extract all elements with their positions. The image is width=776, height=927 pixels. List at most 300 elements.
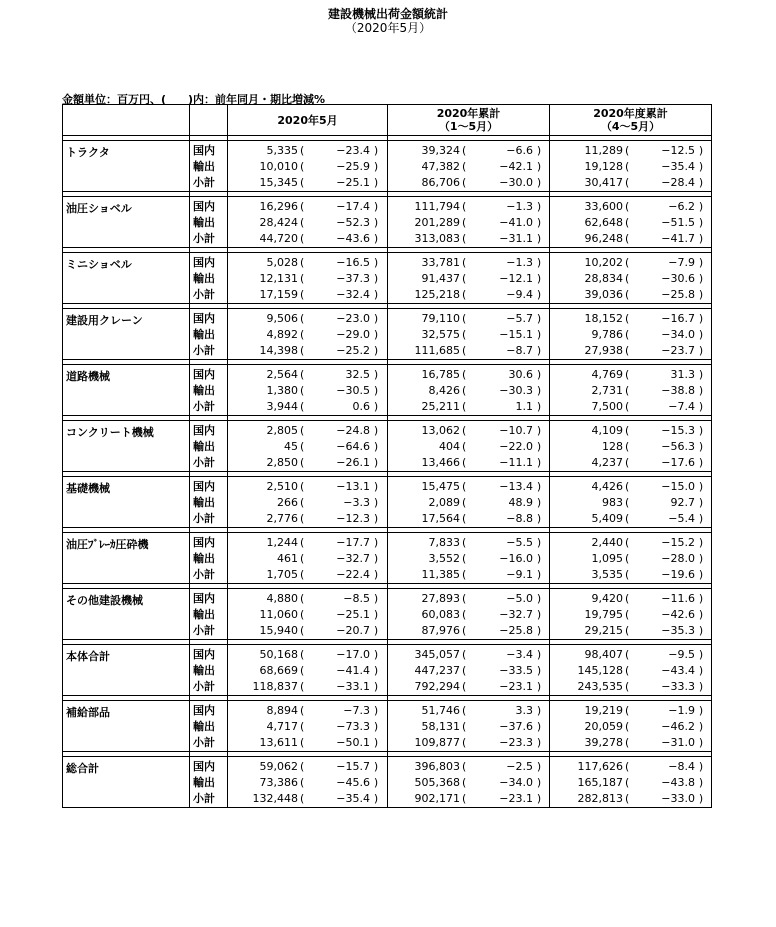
paren-open: ( [462, 232, 467, 245]
paren-close: ) [536, 648, 542, 661]
paren-close: ) [698, 144, 704, 157]
amount: 9,786 [591, 328, 623, 341]
value-line [550, 647, 711, 663]
paren-close: ) [536, 760, 542, 773]
value-cell [388, 141, 550, 192]
change-percent: −22.4 [336, 568, 370, 581]
paren-close: ) [373, 760, 379, 773]
change-percent: −33.5 [499, 664, 533, 677]
amount: 2,440 [591, 536, 623, 549]
value-line [388, 703, 549, 719]
paren-open: ( [462, 400, 467, 413]
sub-label: 輸出 [193, 272, 215, 285]
paren-close: ) [536, 704, 542, 717]
paren-close: ) [373, 344, 379, 357]
change-percent: −25.1 [336, 176, 370, 189]
change-percent: −8.4 [668, 760, 695, 773]
sub-label: 小計 [193, 176, 215, 189]
value-cell [550, 645, 712, 696]
change-percent: −28.4 [661, 176, 695, 189]
value-line [550, 607, 711, 623]
amount: 128 [602, 440, 623, 453]
value-line [550, 759, 711, 775]
paren-open: ( [625, 232, 630, 245]
value-line [228, 423, 387, 439]
paren-open: ( [300, 608, 305, 621]
table-row [63, 253, 712, 304]
sub-label: 国内 [193, 648, 215, 661]
value-line [550, 551, 711, 567]
amount: 201,289 [414, 216, 460, 229]
value-line [228, 791, 387, 807]
amount: 165,187 [577, 776, 623, 789]
paren-close: ) [373, 160, 379, 173]
sub-label-cell [190, 365, 228, 416]
amount: 14,398 [259, 344, 298, 357]
paren-open: ( [462, 144, 467, 157]
change-percent: −29.0 [336, 328, 370, 341]
paren-close: ) [698, 776, 704, 789]
amount: 9,506 [266, 312, 298, 325]
change-percent: −5.4 [668, 512, 695, 525]
paren-close: ) [373, 288, 379, 301]
table-row [63, 197, 712, 248]
value-line [550, 663, 711, 679]
sub-label: 国内 [193, 144, 215, 157]
value-line [550, 287, 711, 303]
paren-close: ) [536, 456, 542, 469]
change-percent: −34.0 [661, 328, 695, 341]
value-cell [550, 141, 712, 192]
paren-close: ) [536, 664, 542, 677]
paren-open: ( [300, 720, 305, 733]
amount: 4,892 [266, 328, 298, 341]
value-cell [550, 309, 712, 360]
value-line [228, 311, 387, 327]
value-line [228, 367, 387, 383]
paren-open: ( [462, 704, 467, 717]
amount: 2,089 [428, 496, 460, 509]
paren-open: ( [625, 456, 630, 469]
change-percent: −16.0 [499, 552, 533, 565]
paren-close: ) [373, 312, 379, 325]
amount: 902,171 [414, 792, 460, 805]
paren-close: ) [698, 232, 704, 245]
change-percent: −35.4 [661, 160, 695, 173]
paren-close: ) [698, 624, 704, 637]
paren-open: ( [300, 480, 305, 493]
category-name: 油圧ショベル [63, 197, 190, 248]
value-line [228, 479, 387, 495]
change-percent: 1.1 [515, 400, 533, 413]
sub-label: 輸出 [193, 608, 215, 621]
change-percent: −26.1 [336, 456, 370, 469]
value-cell [388, 533, 550, 584]
paren-close: ) [698, 456, 704, 469]
paren-close: ) [373, 440, 379, 453]
change-percent: −9.1 [506, 568, 533, 581]
value-line [388, 495, 549, 511]
paren-close: ) [536, 680, 542, 693]
amount: 33,600 [584, 200, 623, 213]
amount: 118,837 [252, 680, 298, 693]
paren-open: ( [625, 424, 630, 437]
sub-label: 小計 [193, 232, 215, 245]
value-line [228, 159, 387, 175]
paren-close: ) [536, 312, 542, 325]
paren-close: ) [536, 328, 542, 341]
paren-close: ) [536, 368, 542, 381]
value-line [228, 607, 387, 623]
paren-close: ) [698, 648, 704, 661]
change-percent: −11.6 [661, 592, 695, 605]
header-fytd-label: 2020年度累計 [593, 107, 668, 120]
paren-open: ( [300, 216, 305, 229]
change-percent: −35.3 [661, 624, 695, 637]
value-line [228, 271, 387, 287]
value-line [228, 287, 387, 303]
paren-close: ) [373, 608, 379, 621]
paren-close: ) [373, 144, 379, 157]
value-line [388, 663, 549, 679]
paren-close: ) [373, 232, 379, 245]
paren-open: ( [625, 176, 630, 189]
amount: 47,382 [421, 160, 460, 173]
paren-close: ) [373, 328, 379, 341]
change-percent: −31.0 [661, 736, 695, 749]
change-percent: −8.7 [506, 344, 533, 357]
value-line [550, 735, 711, 751]
paren-close: ) [373, 384, 379, 397]
value-line [228, 175, 387, 191]
amount: 15,345 [259, 176, 298, 189]
value-line [228, 591, 387, 607]
sub-label-cell [190, 421, 228, 472]
paren-open: ( [625, 272, 630, 285]
paren-close: ) [536, 496, 542, 509]
value-line [388, 143, 549, 159]
change-percent: −41.0 [499, 216, 533, 229]
amount: 404 [439, 440, 460, 453]
value-line [388, 311, 549, 327]
value-line [550, 703, 711, 719]
value-line [228, 551, 387, 567]
amount: 27,938 [584, 344, 623, 357]
value-cell [228, 141, 388, 192]
amount: 45 [284, 440, 298, 453]
paren-open: ( [462, 648, 467, 661]
value-line [388, 791, 549, 807]
paren-open: ( [462, 256, 467, 269]
amount: 30,417 [584, 176, 623, 189]
paren-open: ( [462, 760, 467, 773]
amount: 60,083 [421, 608, 460, 621]
value-line [388, 327, 549, 343]
paren-close: ) [373, 424, 379, 437]
amount: 505,368 [414, 776, 460, 789]
paren-open: ( [625, 552, 630, 565]
value-line [388, 215, 549, 231]
header-month-label: 2020年5月 [277, 113, 338, 127]
amount: 345,057 [414, 648, 460, 661]
value-line [228, 703, 387, 719]
paren-open: ( [462, 200, 467, 213]
value-line [550, 327, 711, 343]
amount: 73,386 [259, 776, 298, 789]
value-line [550, 311, 711, 327]
paren-open: ( [462, 272, 467, 285]
value-line [550, 495, 711, 511]
sub-label: 輸出 [193, 216, 215, 229]
paren-close: ) [536, 176, 542, 189]
paren-open: ( [462, 312, 467, 325]
paren-open: ( [625, 760, 630, 773]
paren-open: ( [300, 232, 305, 245]
change-percent: −30.3 [499, 384, 533, 397]
header-fytd [550, 105, 712, 136]
value-line [228, 647, 387, 663]
change-percent: −15.3 [661, 424, 695, 437]
amount: 44,720 [259, 232, 298, 245]
paren-close: ) [373, 704, 379, 717]
amount: 11,385 [421, 568, 460, 581]
value-line [550, 199, 711, 215]
value-line [228, 679, 387, 695]
paren-close: ) [536, 344, 542, 357]
amount: 39,324 [421, 144, 460, 157]
amount: 2,510 [266, 480, 298, 493]
value-line [388, 423, 549, 439]
change-percent: −35.4 [336, 792, 370, 805]
sub-label: 小計 [193, 288, 215, 301]
change-percent: −1.3 [506, 256, 533, 269]
amount: 91,437 [421, 272, 460, 285]
paren-close: ) [698, 512, 704, 525]
amount: 792,294 [414, 680, 460, 693]
change-percent: −31.1 [499, 232, 533, 245]
value-cell [388, 589, 550, 640]
sub-label: 輸出 [193, 552, 215, 565]
paren-open: ( [300, 160, 305, 173]
value-cell [388, 253, 550, 304]
value-line [228, 775, 387, 791]
sub-label-cell [190, 757, 228, 808]
amount: 7,833 [428, 536, 460, 549]
change-percent: −25.8 [661, 288, 695, 301]
amount: 5,028 [266, 256, 298, 269]
amount: 68,669 [259, 664, 298, 677]
value-line [550, 775, 711, 791]
amount: 125,218 [414, 288, 460, 301]
value-line [388, 551, 549, 567]
change-percent: −7.3 [343, 704, 370, 717]
sub-label: 輸出 [193, 664, 215, 677]
amount: 16,296 [259, 200, 298, 213]
value-line [228, 759, 387, 775]
sub-label: 輸出 [193, 776, 215, 789]
change-percent: −9.5 [668, 648, 695, 661]
value-line [388, 287, 549, 303]
amount: 11,060 [259, 608, 298, 621]
paren-open: ( [300, 776, 305, 789]
table-row [63, 757, 712, 808]
amount: 983 [602, 496, 623, 509]
amount: 10,202 [584, 256, 623, 269]
table-row [63, 645, 712, 696]
value-line [388, 175, 549, 191]
paren-close: ) [373, 776, 379, 789]
change-percent: −19.6 [661, 568, 695, 581]
sub-label: 小計 [193, 456, 215, 469]
change-percent: −38.8 [661, 384, 695, 397]
paren-open: ( [300, 456, 305, 469]
value-line [550, 535, 711, 551]
change-percent: −15.7 [336, 760, 370, 773]
amount: 25,211 [421, 400, 460, 413]
sub-label: 国内 [193, 592, 215, 605]
paren-open: ( [300, 704, 305, 717]
change-percent: −17.7 [336, 536, 370, 549]
paren-open: ( [625, 664, 630, 677]
table-row [63, 421, 712, 472]
paren-close: ) [698, 496, 704, 509]
value-line [388, 607, 549, 623]
value-cell [228, 645, 388, 696]
paren-open: ( [625, 592, 630, 605]
value-line [228, 255, 387, 271]
sub-label: 小計 [193, 568, 215, 581]
paren-close: ) [698, 792, 704, 805]
value-line [550, 423, 711, 439]
amount: 109,877 [414, 736, 460, 749]
paren-close: ) [536, 512, 542, 525]
paren-close: ) [536, 720, 542, 733]
paren-open: ( [300, 256, 305, 269]
paren-close: ) [698, 760, 704, 773]
amount: 5,409 [591, 512, 623, 525]
value-cell [228, 197, 388, 248]
paren-close: ) [698, 736, 704, 749]
value-cell [550, 197, 712, 248]
paren-close: ) [536, 624, 542, 637]
change-percent: −15.0 [661, 480, 695, 493]
paren-open: ( [625, 608, 630, 621]
amount: 2,850 [266, 456, 298, 469]
value-line [388, 367, 549, 383]
value-line [550, 455, 711, 471]
value-line [550, 143, 711, 159]
value-cell [388, 645, 550, 696]
value-line [550, 175, 711, 191]
change-percent: −23.4 [336, 144, 370, 157]
amount: 13,611 [259, 736, 298, 749]
paren-close: ) [698, 704, 704, 717]
amount: 1,380 [266, 384, 298, 397]
paren-close: ) [698, 592, 704, 605]
value-cell [388, 757, 550, 808]
change-percent: −32.4 [336, 288, 370, 301]
amount: 4,769 [591, 368, 623, 381]
value-line [228, 343, 387, 359]
change-percent: −3.3 [343, 496, 370, 509]
paren-open: ( [462, 456, 467, 469]
amount: 17,564 [421, 512, 460, 525]
header-blank-sub [190, 105, 228, 136]
paren-open: ( [625, 648, 630, 661]
table-row [63, 365, 712, 416]
amount: 243,535 [577, 680, 623, 693]
paren-open: ( [625, 720, 630, 733]
sub-label: 小計 [193, 512, 215, 525]
paren-close: ) [373, 496, 379, 509]
paren-open: ( [462, 440, 467, 453]
change-percent: −28.0 [661, 552, 695, 565]
paren-open: ( [625, 144, 630, 157]
sub-label: 国内 [193, 368, 215, 381]
change-percent: −3.4 [506, 648, 533, 661]
amount: 15,475 [421, 480, 460, 493]
sub-label: 小計 [193, 792, 215, 805]
value-line [550, 383, 711, 399]
amount: 5,335 [266, 144, 298, 157]
amount: 4,237 [591, 456, 623, 469]
change-percent: −15.1 [499, 328, 533, 341]
change-percent: −41.7 [661, 232, 695, 245]
amount: 4,717 [266, 720, 298, 733]
value-line [550, 591, 711, 607]
value-cell [228, 701, 388, 752]
paren-close: ) [373, 400, 379, 413]
change-percent: −37.3 [336, 272, 370, 285]
paren-open: ( [300, 648, 305, 661]
amount: 87,976 [421, 624, 460, 637]
sub-label: 輸出 [193, 496, 215, 509]
paren-open: ( [300, 176, 305, 189]
change-percent: −17.0 [336, 648, 370, 661]
change-percent: −17.6 [661, 456, 695, 469]
value-cell [228, 533, 388, 584]
amount: 39,036 [584, 288, 623, 301]
value-line [228, 199, 387, 215]
value-cell [228, 421, 388, 472]
change-percent: 31.3 [670, 368, 695, 381]
amount: 1,095 [591, 552, 623, 565]
value-cell [550, 421, 712, 472]
paren-open: ( [300, 552, 305, 565]
paren-close: ) [536, 256, 542, 269]
change-percent: −23.3 [499, 736, 533, 749]
paren-open: ( [625, 440, 630, 453]
paren-open: ( [462, 776, 467, 789]
paren-close: ) [698, 368, 704, 381]
paren-open: ( [625, 368, 630, 381]
amount: 2,776 [266, 512, 298, 525]
paren-close: ) [373, 512, 379, 525]
amount: 8,894 [266, 704, 298, 717]
paren-open: ( [462, 496, 467, 509]
value-line [388, 383, 549, 399]
amount: 51,746 [421, 704, 460, 717]
header-month [228, 105, 388, 136]
sub-label: 国内 [193, 480, 215, 493]
change-percent: −30.6 [661, 272, 695, 285]
value-line [388, 735, 549, 751]
amount: 111,794 [414, 200, 460, 213]
value-line [388, 271, 549, 287]
paren-close: ) [536, 608, 542, 621]
value-cell [228, 253, 388, 304]
change-percent: −7.4 [668, 400, 695, 413]
